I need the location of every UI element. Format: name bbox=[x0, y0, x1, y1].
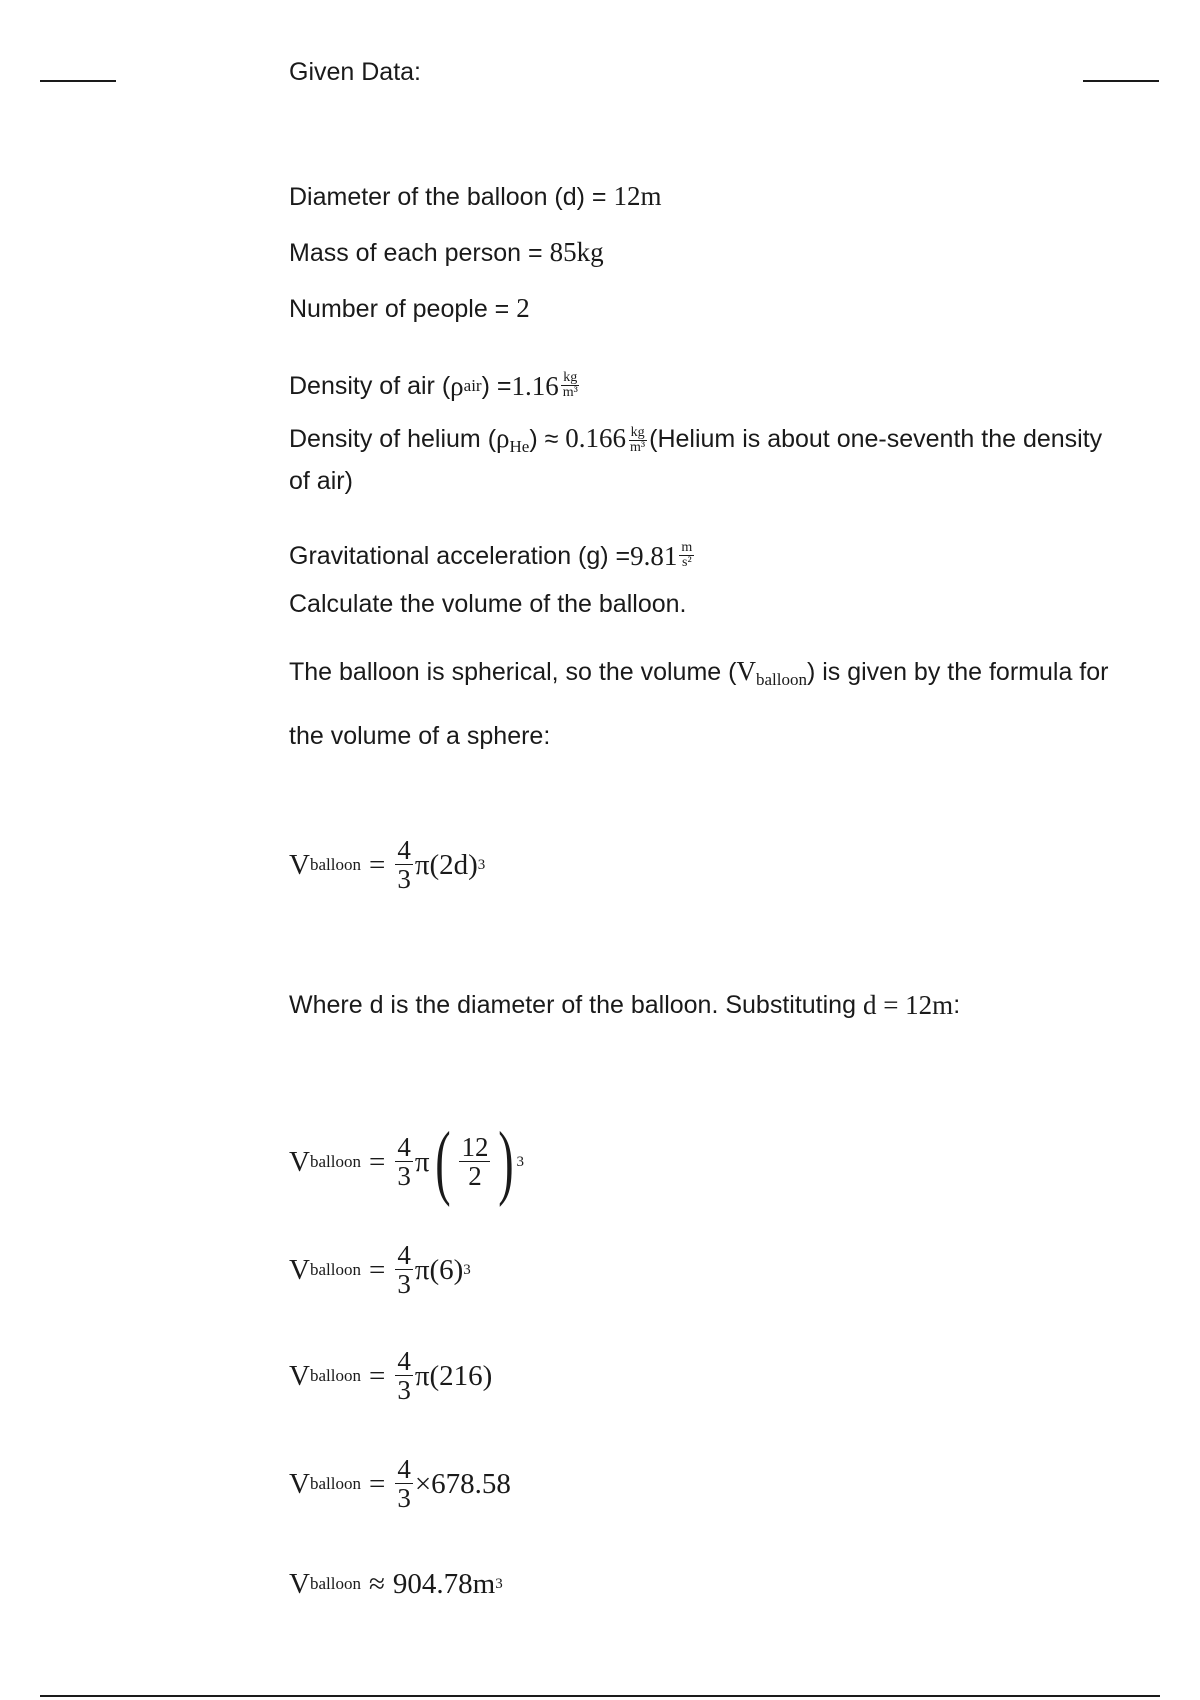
volume-step-3: V balloon = $\frac{4}{3}$ π(216) bbox=[289, 1345, 493, 1405]
volume-result: V balloon ≈ 904.78m 3 bbox=[289, 1567, 503, 1600]
step-title: Calculate the volume of the balloon. bbox=[289, 590, 687, 618]
top-left-rule bbox=[40, 80, 116, 82]
people-line: Number of people = 2 bbox=[289, 293, 530, 323]
helium-density-unit: $\frac{kg}{\text{m³}}$ bbox=[630, 424, 646, 455]
volume-step-2: V balloon = $\frac{4}{3}$ π(6) 3 bbox=[289, 1239, 471, 1299]
helium-density-value: 0.166 bbox=[565, 423, 627, 453]
people-value: 2 bbox=[516, 293, 530, 323]
air-density-value: 1.16 bbox=[511, 371, 559, 401]
gravity-unit: $\frac{m}{\text{s²}}$ bbox=[681, 540, 693, 571]
bottom-rule bbox=[40, 1695, 1160, 1697]
diameter-value: 12m bbox=[613, 181, 662, 211]
gravity-line: Gravitational acceleration (g) = 9.81 $\frac{m}{\text{s²}}$ bbox=[289, 540, 693, 571]
gravity-value: 9.81 bbox=[630, 541, 678, 571]
air-density-line: Density of air ( ρ air ) = 1.16 $\frac{kg}{\text{m³}}$ bbox=[289, 370, 578, 401]
air-density-unit: $\frac{kg}{\text{m³}}$ bbox=[562, 370, 578, 401]
substitution-text: Where d is the diameter of the balloon. Substituting d = 12m : bbox=[289, 990, 961, 1020]
diameter-line: Diameter of the balloon (d) = 12m bbox=[289, 181, 662, 211]
mass-line: Mass of each person = 85kg bbox=[289, 237, 604, 267]
helium-note: (Helium is about one-seventh the density of air) bbox=[289, 425, 1103, 495]
volume-step-4: V balloon = $\frac{4}{3}$ ×678.58 bbox=[289, 1453, 511, 1513]
document-body bbox=[289, 55, 1119, 1629]
mass-value: 85kg bbox=[549, 237, 604, 267]
volume-step-1: V balloon = $\frac{4}{3}$ π ( $\frac{12}{2}$ ) 3 bbox=[289, 1115, 524, 1208]
volume-formula: V balloon = $\frac{4}{3}$ π(2d) 3 bbox=[289, 834, 486, 894]
helium-density-line: Density of helium $(\rho_{He}) \approx 0.166$ $\frac{kg}{\text{m³}}$ (Helium is about one-seventh the density of air) bbox=[289, 423, 1103, 495]
step-description: The balloon is spherical, so the volume $(V_{balloon})$ is given by the formula for the volume of a sphere: bbox=[289, 656, 1109, 750]
given-data-heading: Given Data: bbox=[289, 58, 422, 86]
